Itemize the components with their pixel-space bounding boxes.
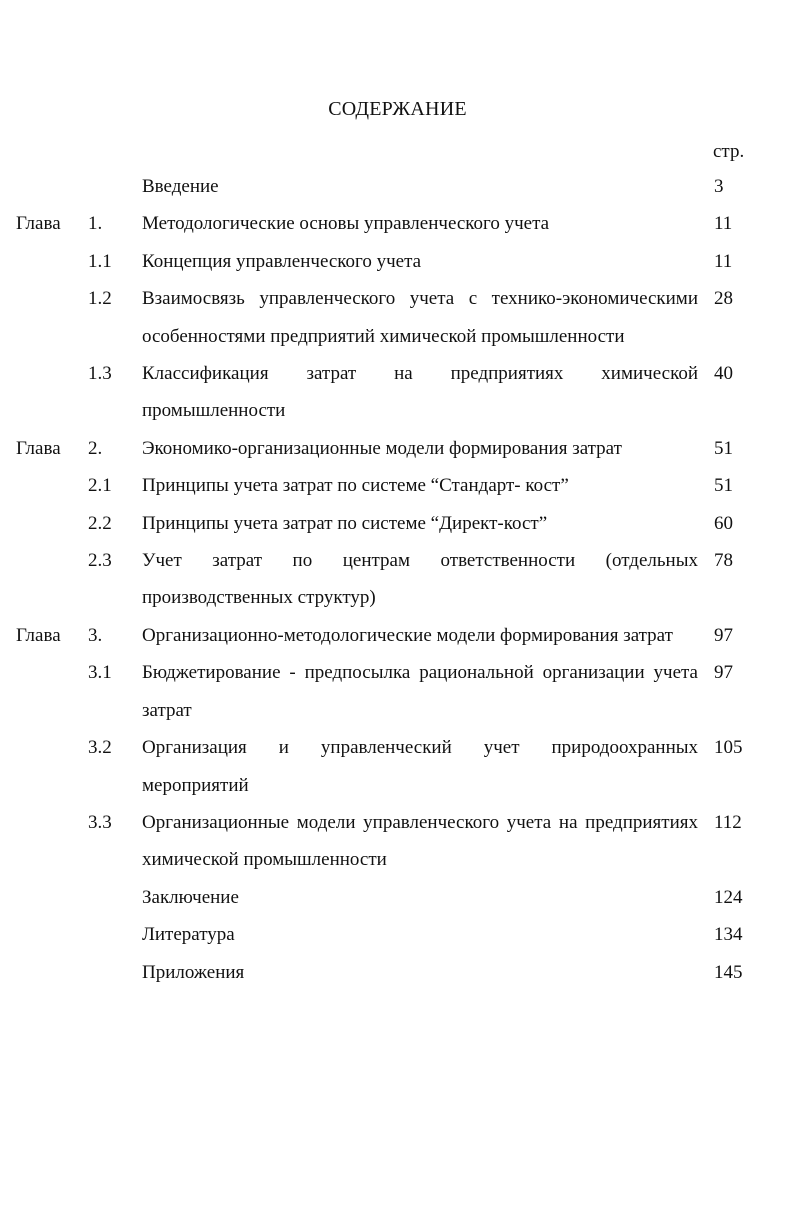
page-number: 97	[714, 624, 733, 646]
section-title: Заключение	[142, 886, 239, 908]
section-number: 3.1	[88, 662, 112, 684]
section-title: Приложения	[142, 961, 245, 983]
page-number: 40	[714, 363, 733, 385]
section-number: 2.	[88, 437, 103, 459]
toc-entry-3-2	[0, 729, 795, 804]
section-title: Методологические основы управленческого учета	[142, 213, 550, 235]
section-number: 2.2	[88, 512, 112, 534]
toc-entry-chapter-2	[0, 430, 795, 467]
section-title: Принципы учета затрат по системе “Директ-кост”	[142, 512, 548, 534]
chapter-label: Глава	[16, 624, 61, 646]
page-number: 3	[714, 176, 724, 197]
section-number: 1.2	[88, 288, 112, 310]
section-title: Организационные модели управленческого учета на предприятиях химической промышленности	[142, 811, 698, 871]
page-number: 112	[714, 811, 742, 833]
section-title: Принципы учета затрат по системе “Стандарт- кост”	[142, 475, 569, 497]
section-title: Учет затрат по центрам ответственности (отдельных производственных структур)	[142, 550, 698, 609]
toc-entry-chapter-3	[0, 617, 795, 654]
toc-entry-2-3	[0, 542, 795, 617]
section-title: Организационно-методологические модели формирования затрат	[142, 624, 673, 646]
page-number: 11	[714, 213, 733, 235]
toc-entry-introduction	[0, 168, 795, 205]
page-number: 134	[714, 924, 743, 946]
toc-entry-3-1	[0, 654, 795, 729]
page-title: СОДЕРЖАНИЕ	[328, 98, 467, 120]
toc-entry-chapter-1	[0, 205, 795, 242]
toc-entry-2-1	[0, 467, 795, 504]
section-number: 2.1	[88, 475, 112, 497]
section-title: Введение	[142, 176, 219, 197]
table-of-contents	[0, 168, 795, 991]
page-number: 78	[714, 550, 733, 572]
page-column-label: стр.	[713, 141, 745, 162]
page-number: 97	[714, 662, 733, 684]
section-number: 2.3	[88, 550, 112, 572]
section-title: Бюджетирование - предпосылка рациональной организации учета затрат	[142, 662, 698, 721]
section-title: Литература	[142, 924, 235, 946]
section-number: 3.	[88, 624, 103, 646]
page-number: 51	[714, 475, 733, 497]
toc-entry-3-3	[0, 804, 795, 879]
section-title: Организация и управленческий учет природоохранных мероприятий	[142, 737, 698, 796]
page-number: 60	[714, 512, 733, 534]
section-number: 1.	[88, 213, 103, 235]
section-number: 1.3	[88, 363, 112, 385]
chapter-label: Глава	[16, 213, 61, 235]
section-number: 3.2	[88, 737, 112, 759]
page-number: 28	[714, 288, 733, 310]
toc-entry-1-3	[0, 355, 795, 430]
toc-entry-2-2	[0, 505, 795, 542]
chapter-label: Глава	[16, 437, 61, 459]
toc-entry-conclusion	[0, 879, 795, 916]
section-title: Экономико-организационные модели формирования затрат	[142, 437, 622, 459]
page-number: 11	[714, 250, 733, 272]
section-title: Классификация затрат на предприятиях химической промышленности	[142, 363, 698, 422]
section-number: 1.1	[88, 250, 112, 272]
section-title: Взаимосвязь управленческого учета с технико-экономическими особенностями предприятий химической промышленности	[142, 288, 698, 347]
toc-entry-literature	[0, 916, 795, 953]
toc-entry-1-1	[0, 243, 795, 280]
page-number: 145	[714, 961, 743, 983]
toc-entry-1-2	[0, 280, 795, 355]
section-title: Концепция управленческого учета	[142, 250, 422, 272]
toc-entry-appendices	[0, 954, 795, 991]
section-number: 3.3	[88, 811, 112, 833]
page-number: 105	[714, 737, 743, 759]
page-number: 51	[714, 437, 733, 459]
page-number: 124	[714, 886, 743, 908]
